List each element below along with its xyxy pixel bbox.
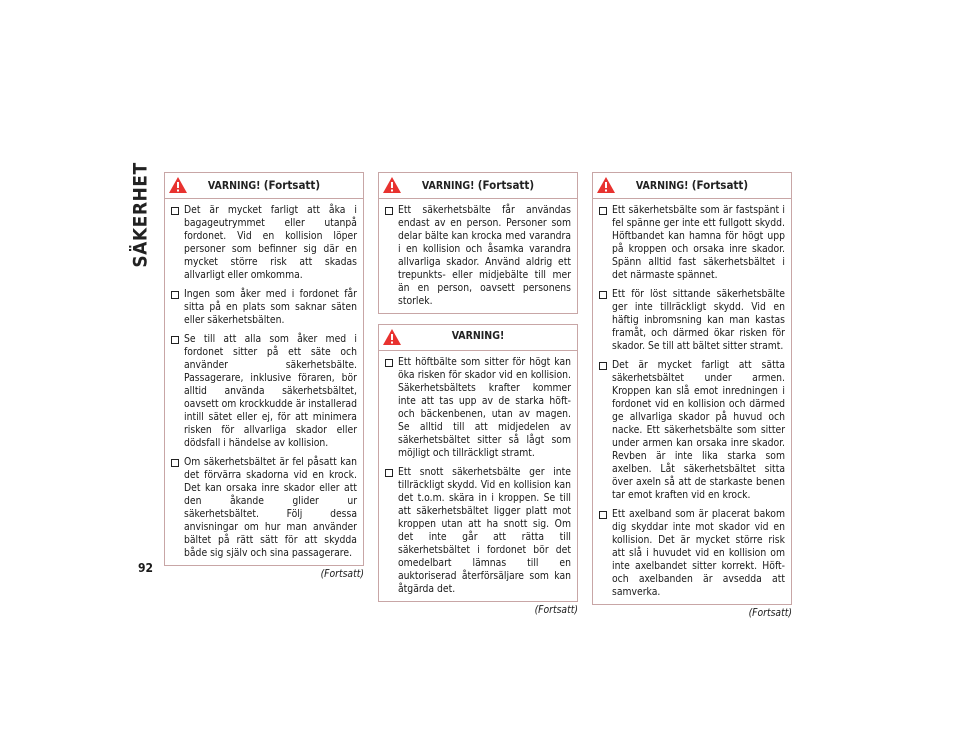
warning-item-text: Ett säkerhetsbälte som är fastspänt i fel spänne ger inte ett fullgott skydd. Höftbandet kan hamna för högt upp på kroppen och orsaka inre skador. Spänn alltid fast säkerhetsbältet i det närmaste spännet. [612, 204, 785, 281]
warning-label: VARNING! [451, 330, 505, 342]
warning-item [384, 466, 571, 596]
warning-label: VARNING! [635, 180, 689, 192]
square-bullet-icon [599, 207, 607, 215]
warning-item-text: Det är mycket farligt att åka i bagageutrymmet eller utanpå fordonet. Vid en kollision löper personer som befinner sig där en mycket större risk att skadas allvarligt eller omkomma. [184, 204, 357, 281]
square-bullet-icon [599, 362, 607, 370]
warning-title [165, 178, 363, 192]
warning-header [379, 173, 577, 199]
warning-item-text: Ett axelband som är placerat bakom dig skyddar inte mot skador vid en kollision. Det är mycket större risk att slå i huvudet vid en kollision om inte axelbandet sitter korrekt. Höft- och axelbanden är avsedda att samverka. [612, 508, 785, 598]
warning-box [378, 172, 578, 314]
warning-title [593, 178, 791, 192]
warning-item [598, 288, 785, 353]
warning-body [593, 199, 791, 604]
warning-item [598, 204, 785, 282]
warning-box [164, 172, 364, 566]
warning-item-text: Ett för löst sittande säkerhetsbälte ger inte tillräckligt skydd. Vid en häftig inbromsning kan man kastas framåt, och därmed ökar risken för skador. Se till att bältet sitter stramt. [612, 288, 785, 352]
warning-continued-label: (Fortsatt) [477, 178, 535, 192]
warning-item [384, 204, 571, 308]
square-bullet-icon [171, 207, 179, 215]
warning-item [384, 356, 571, 460]
warning-title [379, 178, 577, 192]
warning-item-text: Ett säkerhetsbälte får användas endast av en person. Personer som delar bälte kan krocka med varandra i en kollision och åsamka varandra allvarliga skador. Använd aldrig ett trepunkts- eller midjebälte till mer än en person, oavsett personens storlek. [398, 204, 571, 307]
warning-item [170, 333, 357, 450]
square-bullet-icon [599, 291, 607, 299]
warning-item-text: Det är mycket farligt att sätta säkerhetsbältet under armen. Kroppen kan slå emot inredningen i fordonet vid en kollision och därmed ge allvarliga skador på huvud och nacke. Ett säkerhetsbälte som sitter under armen kan orsaka inre skador. Revben är inte lika starka som axelben. Låt säkerhetsbältet sitta över axeln så att de starkaste benen tar emot kraften vid en krock. [612, 359, 785, 501]
square-bullet-icon [599, 511, 607, 519]
warning-header [593, 173, 791, 199]
square-bullet-icon [385, 469, 393, 477]
warning-item-text: Ett höftbälte som sitter för högt kan öka risken för skador vid en kollision. Säkerhetsbältets krafter kommer inte att tas upp av de starka höft- och bäckenbenen, utan av magen. Se alltid till att midjedelen av säkerhetsbältet sitter så lågt som möjligt och tillräckligt stramt. [398, 356, 571, 459]
warning-item [598, 508, 785, 599]
warning-item-text: Ingen som åker med i fordonet får sitta på en plats som saknar säten eller säkerhetsbälten. [184, 288, 357, 326]
warning-title [379, 330, 577, 342]
continued-note: (Fortsatt) [534, 604, 578, 616]
warning-item [170, 288, 357, 327]
square-bullet-icon [385, 359, 393, 367]
section-title: SÄKERHET [130, 162, 152, 268]
warning-continued-label: (Fortsatt) [691, 178, 749, 192]
warning-header [165, 173, 363, 199]
warning-body [379, 199, 577, 313]
continued-note: (Fortsatt) [320, 568, 364, 580]
warning-item-text: Se till att alla som åker med i fordonet sitter på ett säte och använder säkerhetsbälte. Passagerare, inklusive föraren, bör alltid använda säkerhetsbältet, oavsett om krockkudde är installerad intill sätet eller ej, för att minimera risken för allvarliga skador eller dödsfall i händelse av kollision. [184, 333, 357, 449]
warning-item [170, 204, 357, 282]
warning-continued-label: (Fortsatt) [263, 178, 321, 192]
column [164, 172, 364, 580]
warning-box [378, 324, 578, 602]
warning-item-text: Ett snott säkerhetsbälte ger inte tillräckligt skydd. Vid en kollision kan det t.o.m. skära in i kroppen. Se till att säkerhetsbältet ligger platt mot kroppen utan att ha snott sig. Om det inte går att rätta till säkerhetsbältet i fordonet bör det omedelbart lämnas till en auktoriserad återförsäljare som kan åtgärda det. [398, 466, 571, 595]
square-bullet-icon [171, 291, 179, 299]
column [378, 172, 578, 616]
square-bullet-icon [385, 207, 393, 215]
continued-note: (Fortsatt) [748, 607, 792, 619]
column [592, 172, 792, 619]
warning-item [170, 456, 357, 560]
warning-label: VARNING! [207, 180, 261, 192]
square-bullet-icon [171, 459, 179, 467]
warning-header [379, 325, 577, 351]
warning-box [592, 172, 792, 605]
warning-item-text: Om säkerhetsbältet är fel påsatt kan det förvärra skadorna vid en krock. Det kan orsaka inre skador eller att den åkande glider ur säkerhetsbältet. Följ dessa anvisningar om hur man använder bältet på rätt sätt för att skydda både sig själv och sina passagerare. [184, 456, 357, 559]
square-bullet-icon [171, 336, 179, 344]
page-number: 92 [138, 561, 154, 575]
warning-body [379, 351, 577, 601]
warning-item [598, 359, 785, 502]
warning-body [165, 199, 363, 565]
warning-label: VARNING! [421, 180, 475, 192]
